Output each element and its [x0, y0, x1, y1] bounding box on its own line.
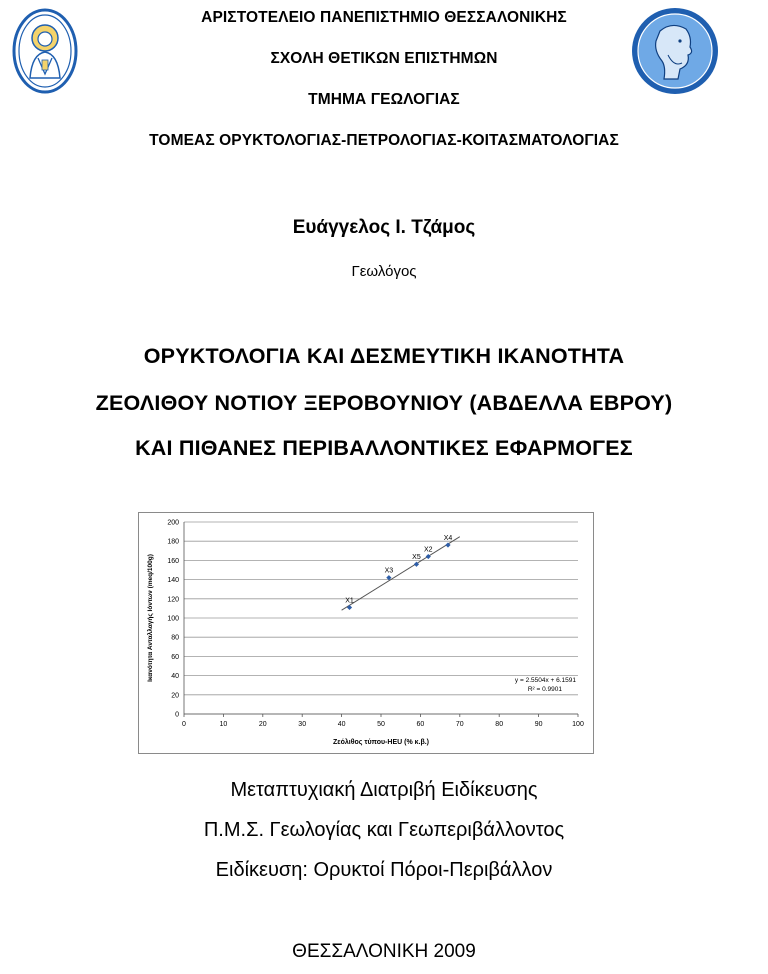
program-name: Π.Μ.Σ. Γεωλογίας και Γεωπεριβάλλοντος	[203, 819, 565, 841]
point-label: X3	[384, 567, 394, 575]
thesis-title-line-3: ΚΑΙ ΠΙΘΑΝΕΣ ΠΕΡΙΒΑΛΛΟΝΤΙΚΕΣ ΕΦΑΡΜΟΓΕΣ	[135, 436, 633, 460]
thesis-title-line-2: ΖΕΟΛΙΘΟΥ ΝΟΤΙΟΥ ΞΕΡΟΒΟΥΝΙΟΥ (ΑΒΔΕΛΛΑ ΕΒΡΟΥ)	[95, 391, 673, 415]
trendline-equation: y = 2.5504x + 6.1591	[514, 677, 576, 684]
y-tick-label: 80	[171, 634, 179, 642]
thesis-title-line-1: ΟΡΥΚΤΟΛΟΓΙΑ ΚΑΙ ΔΕΣΜΕΥΤΙΚΗ ΙΚΑΝΟΤΗΤΑ	[143, 344, 625, 368]
city-year: ΘΕΣΣΑΛΟΝΙΚΗ 2009	[292, 941, 476, 962]
x-tick-label: 90	[534, 721, 543, 728]
author-name: Ευάγγελος Ι. Τζάμος	[292, 217, 476, 238]
y-tick-label: 20	[171, 692, 179, 700]
x-tick-label: 0	[182, 721, 186, 728]
point-label: X1	[345, 597, 354, 605]
x-tick-label: 40	[337, 721, 346, 728]
y-tick-label: 40	[171, 673, 179, 681]
x-tick-label: 60	[416, 721, 425, 728]
point-label: X5	[412, 554, 421, 562]
point-label: X2	[423, 546, 433, 554]
y-tick-label: 120	[167, 596, 179, 604]
r-squared: R² = 0.9901	[527, 686, 562, 693]
y-tick-label: 160	[167, 557, 179, 565]
y-tick-label: 60	[171, 653, 179, 661]
x-tick-label: 80	[495, 721, 504, 728]
y-tick-label: 200	[167, 519, 179, 527]
x-tick-label: 100	[572, 721, 584, 728]
x-tick-label: 20	[258, 721, 267, 728]
x-axis-label: Ζεόλιθος τύπου-HEU (% κ.β.)	[332, 739, 430, 746]
x-tick-label: 30	[298, 721, 307, 728]
author-role: Γεωλόγος	[351, 263, 417, 280]
chart-frame	[139, 513, 594, 754]
sector-name: ΤΟΜΕΑΣ ΟΡΥΚΤΟΛΟΓΙΑΣ-ΠΕΤΡΟΛΟΓΙΑΣ-ΚΟΙΤΑΣΜΑΤΟΛΟΓΙΑΣ	[149, 132, 619, 149]
point-label: X4	[443, 535, 453, 543]
specialization: Ειδίκευση: Ορυκτοί Πόροι-Περιβάλλον	[215, 859, 553, 881]
degree-type: Μεταπτυχιακή Διατριβή Ειδίκευσης	[230, 779, 538, 801]
y-axis-label: Ικανότητα Ανταλλαγής Ιόντων (meq/100g)	[147, 554, 154, 682]
y-tick-label: 140	[167, 577, 179, 585]
x-tick-label: 70	[455, 721, 464, 728]
x-tick-label: 50	[377, 721, 385, 728]
department-name: ΤΜΗΜΑ ΓΕΩΛΟΓΙΑΣ	[308, 91, 460, 108]
x-tick-label: 10	[219, 721, 228, 728]
y-tick-label: 180	[167, 538, 179, 546]
university-name: ΑΡΙΣΤΟΤΕΛΕΙΟ ΠΑΝΕΠΙΣΤΗΜΙΟ ΘΕΣΣΑΛΟΝΙΚΗΣ	[201, 9, 567, 26]
y-tick-label: 100	[167, 615, 179, 623]
school-name: ΣΧΟΛΗ ΘΕΤΙΚΩΝ ΕΠΙΣΤΗΜΩΝ	[270, 50, 498, 67]
cec-vs-zeolite-chart	[138, 512, 594, 754]
y-tick-label: 0	[175, 711, 179, 719]
